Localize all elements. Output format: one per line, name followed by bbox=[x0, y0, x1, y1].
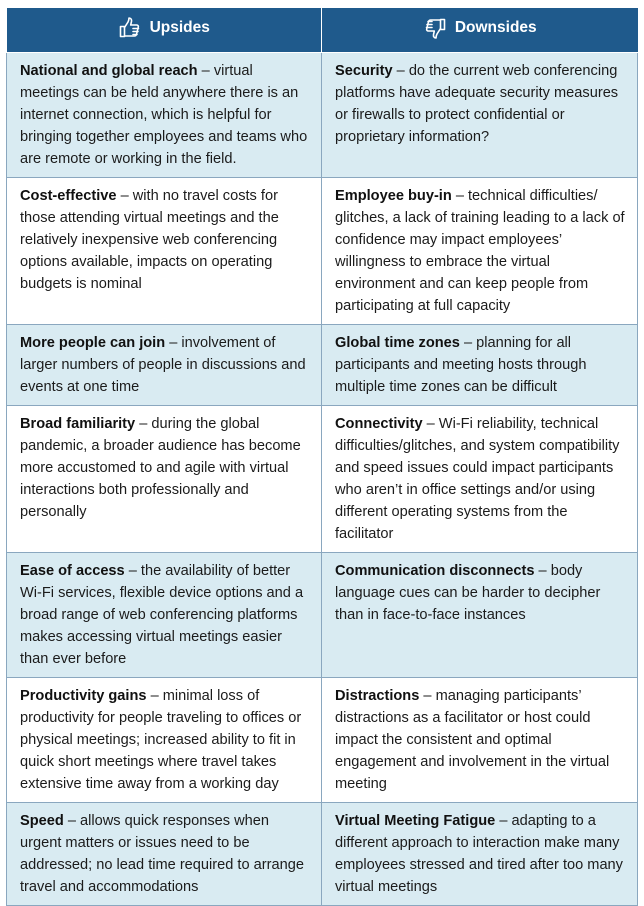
downside-text: – adapting to a different approach to interaction make many employees stressed and tired after too many virtual meetings bbox=[335, 813, 623, 895]
table-row bbox=[7, 803, 638, 906]
upside-cell bbox=[7, 406, 322, 553]
thumbs-down-icon bbox=[423, 16, 447, 40]
upside-text: – minimal loss of productivity for people traveling to offices or physical meetings; increased ability to fit in quick short meetings where travel takes extensive time away from a working day bbox=[20, 688, 302, 792]
downside-cell bbox=[322, 406, 638, 553]
upside-text: – the availability of better Wi-Fi services, flexible device options and a broad range of web conferencing platforms makes accessing virtual meetings easier than ever before bbox=[20, 563, 304, 667]
upside-text: – virtual meetings can be held anywhere there is an internet connection, which is helpful for bringing together employees and teams who are remote or working in the field. bbox=[20, 63, 308, 167]
downside-text: – managing participants’ distractions as a facilitator or host could impact the consistent and optimal engagement and involvement in the virtual meeting bbox=[335, 688, 610, 792]
upside-cell bbox=[7, 325, 322, 406]
upside-text: – with no travel costs for those attending virtual meetings and the relatively inexpensive web conferencing options available, impacts on operating budgets is nominal bbox=[20, 188, 279, 292]
table-row bbox=[7, 178, 638, 325]
comparison-table-container bbox=[6, 8, 637, 906]
upside-title: Broad familiarity bbox=[20, 416, 136, 432]
upside-title: Ease of access bbox=[20, 563, 125, 579]
downside-text: – do the current web conferencing platforms have adequate security measures or firewalls to protect confidential or proprietary information? bbox=[335, 63, 619, 145]
table-row bbox=[7, 553, 638, 678]
upside-text: – involvement of larger numbers of people in discussions and events at one time bbox=[20, 335, 306, 395]
downside-title: Distractions bbox=[335, 688, 420, 704]
downside-title: Global time zones bbox=[335, 335, 460, 351]
downside-cell bbox=[322, 53, 638, 178]
upsides-header bbox=[7, 8, 322, 53]
downside-text: – technical difficulties/ glitches, a lack of training leading to a lack of confidence may impact employees’ willingness to embrace the virtual environment and can keep people from participating at full capacity bbox=[335, 188, 625, 314]
downside-cell bbox=[322, 803, 638, 906]
upside-cell bbox=[7, 553, 322, 678]
downside-cell bbox=[322, 178, 638, 325]
downside-text: – Wi-Fi reliability, technical difficulties/glitches, and system compatibility and speed issues could impact participants who aren’t in office settings and/or using different operating systems from the facilitator bbox=[335, 416, 620, 542]
downside-cell bbox=[322, 325, 638, 406]
upside-text: – allows quick responses when urgent matters or issues need to be addressed; no lead time required to arrange travel and accommodations bbox=[20, 813, 304, 895]
downside-title: Virtual Meeting Fatigue bbox=[335, 813, 496, 829]
table-row bbox=[7, 53, 638, 178]
upside-title: Speed bbox=[20, 813, 64, 829]
upside-title: Cost-effective bbox=[20, 188, 117, 204]
downsides-header bbox=[322, 8, 638, 53]
downsides-header-label: Downsides bbox=[454, 18, 537, 36]
table-row bbox=[7, 406, 638, 553]
downside-title: Employee buy-in bbox=[335, 188, 452, 204]
upside-title: Productivity gains bbox=[20, 688, 147, 704]
downside-title: Security bbox=[335, 63, 393, 79]
downside-text: – planning for all participants and meeting hosts through multiple time zones can be difficult bbox=[335, 335, 587, 395]
downside-text: – body language cues can be harder to decipher than in face-to-face instances bbox=[335, 563, 601, 623]
downside-cell bbox=[322, 553, 638, 678]
thumbs-up-icon bbox=[118, 16, 142, 40]
upside-cell bbox=[7, 53, 322, 178]
upsides-header-label: Upsides bbox=[149, 18, 210, 36]
upside-cell bbox=[7, 178, 322, 325]
table-row bbox=[7, 678, 638, 803]
upside-text: – during the global pandemic, a broader audience has become more accustomed to and agile with virtual interactions both professionally and personally bbox=[20, 416, 301, 520]
table-row bbox=[7, 325, 638, 406]
downside-title: Connectivity bbox=[335, 416, 423, 432]
table-header-row bbox=[7, 8, 638, 53]
downside-title: Communication disconnects bbox=[335, 563, 535, 579]
upside-title: National and global reach bbox=[20, 63, 198, 79]
upside-title: More people can join bbox=[20, 335, 166, 351]
upside-cell bbox=[7, 678, 322, 803]
downside-cell bbox=[322, 678, 638, 803]
upsides-downsides-table bbox=[6, 8, 638, 906]
upside-cell bbox=[7, 803, 322, 906]
